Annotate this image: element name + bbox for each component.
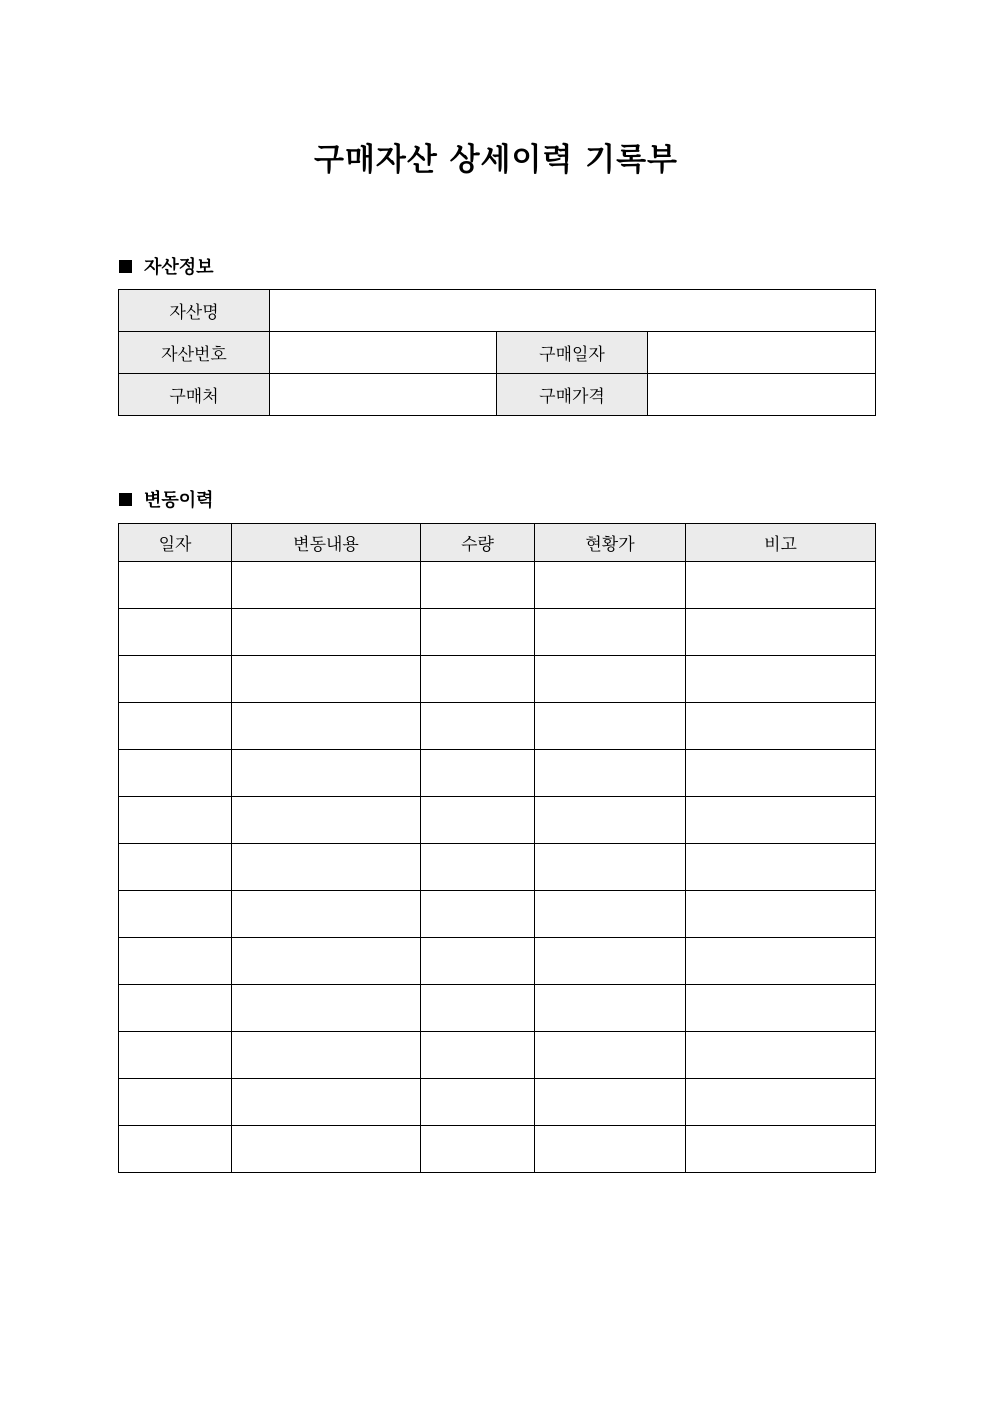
column-header-date: 일자: [119, 524, 232, 562]
date-cell[interactable]: [119, 1079, 232, 1126]
current-value-cell[interactable]: [535, 797, 686, 844]
current-value-cell[interactable]: [535, 1079, 686, 1126]
change-details-cell[interactable]: [232, 656, 421, 703]
date-cell[interactable]: [119, 750, 232, 797]
table-row: [119, 1079, 876, 1126]
column-header-remarks: 비고: [686, 524, 876, 562]
table-row: [119, 609, 876, 656]
date-cell[interactable]: [119, 609, 232, 656]
change-details-cell[interactable]: [232, 1079, 421, 1126]
change-details-cell[interactable]: [232, 562, 421, 609]
quantity-cell[interactable]: [421, 1126, 535, 1173]
change-details-cell[interactable]: [232, 703, 421, 750]
table-row: [119, 290, 876, 332]
remarks-cell[interactable]: [686, 1079, 876, 1126]
remarks-cell[interactable]: [686, 1126, 876, 1173]
remarks-cell[interactable]: [686, 656, 876, 703]
date-cell[interactable]: [119, 985, 232, 1032]
table-row: [119, 374, 876, 416]
remarks-cell[interactable]: [686, 844, 876, 891]
quantity-cell[interactable]: [421, 844, 535, 891]
remarks-cell[interactable]: [686, 938, 876, 985]
quantity-cell[interactable]: [421, 938, 535, 985]
table-row: [119, 562, 876, 609]
current-value-cell[interactable]: [535, 750, 686, 797]
table-row: [119, 332, 876, 374]
current-value-cell[interactable]: [535, 938, 686, 985]
date-cell[interactable]: [119, 562, 232, 609]
quantity-cell[interactable]: [421, 1032, 535, 1079]
change-history-heading-label: 변동이력: [144, 490, 214, 511]
current-value-cell[interactable]: [535, 985, 686, 1032]
remarks-cell[interactable]: [686, 797, 876, 844]
current-value-cell[interactable]: [535, 703, 686, 750]
table-row: [119, 938, 876, 985]
date-cell[interactable]: [119, 1032, 232, 1079]
date-cell[interactable]: [119, 844, 232, 891]
change-history-heading: [119, 486, 214, 512]
purchase-price-field[interactable]: [648, 374, 876, 416]
vendor-field[interactable]: [270, 374, 497, 416]
table-header-row: [119, 524, 876, 562]
quantity-cell[interactable]: [421, 562, 535, 609]
purchase-price-label: 구매가격: [497, 374, 648, 416]
table-row: [119, 985, 876, 1032]
vendor-label: 구매처: [119, 374, 270, 416]
change-details-cell[interactable]: [232, 938, 421, 985]
current-value-cell[interactable]: [535, 656, 686, 703]
table-row: [119, 797, 876, 844]
table-row: [119, 656, 876, 703]
change-details-cell[interactable]: [232, 609, 421, 656]
table-row: [119, 844, 876, 891]
date-cell[interactable]: [119, 703, 232, 750]
asset-info-heading-label: 자산정보: [144, 257, 214, 278]
table-row: [119, 703, 876, 750]
table-row: [119, 1126, 876, 1173]
current-value-cell[interactable]: [535, 1032, 686, 1079]
asset-name-label: 자산명: [119, 290, 270, 332]
asset-name-field[interactable]: [270, 290, 876, 332]
column-header-quantity: 수량: [421, 524, 535, 562]
date-cell[interactable]: [119, 797, 232, 844]
asset-number-label: 자산번호: [119, 332, 270, 374]
date-cell[interactable]: [119, 656, 232, 703]
page-title: 구매자산 상세이력 기록부: [314, 142, 678, 178]
column-header-change-details: 변동내용: [232, 524, 421, 562]
remarks-cell[interactable]: [686, 1032, 876, 1079]
current-value-cell[interactable]: [535, 609, 686, 656]
quantity-cell[interactable]: [421, 1079, 535, 1126]
quantity-cell[interactable]: [421, 797, 535, 844]
change-details-cell[interactable]: [232, 891, 421, 938]
current-value-cell[interactable]: [535, 562, 686, 609]
date-cell[interactable]: [119, 1126, 232, 1173]
remarks-cell[interactable]: [686, 703, 876, 750]
change-details-cell[interactable]: [232, 1126, 421, 1173]
quantity-cell[interactable]: [421, 891, 535, 938]
remarks-cell[interactable]: [686, 985, 876, 1032]
change-details-cell[interactable]: [232, 797, 421, 844]
quantity-cell[interactable]: [421, 609, 535, 656]
purchase-date-field[interactable]: [648, 332, 876, 374]
change-details-cell[interactable]: [232, 844, 421, 891]
change-details-cell[interactable]: [232, 750, 421, 797]
current-value-cell[interactable]: [535, 1126, 686, 1173]
current-value-cell[interactable]: [535, 891, 686, 938]
change-history-table: [118, 523, 876, 1173]
table-row: [119, 1032, 876, 1079]
quantity-cell[interactable]: [421, 985, 535, 1032]
asset-number-field[interactable]: [270, 332, 497, 374]
table-row: [119, 750, 876, 797]
date-cell[interactable]: [119, 938, 232, 985]
asset-info-heading: [119, 253, 214, 279]
asset-info-table: [118, 289, 876, 416]
quantity-cell[interactable]: [421, 750, 535, 797]
remarks-cell[interactable]: [686, 562, 876, 609]
remarks-cell[interactable]: [686, 609, 876, 656]
table-row: [119, 891, 876, 938]
purchase-date-label: 구매일자: [497, 332, 648, 374]
square-bullet-icon: [119, 493, 132, 506]
quantity-cell[interactable]: [421, 656, 535, 703]
date-cell[interactable]: [119, 891, 232, 938]
quantity-cell[interactable]: [421, 703, 535, 750]
square-bullet-icon: [119, 260, 132, 273]
current-value-cell[interactable]: [535, 844, 686, 891]
remarks-cell[interactable]: [686, 891, 876, 938]
column-header-current-value: 현황가: [535, 524, 686, 562]
change-details-cell[interactable]: [232, 1032, 421, 1079]
change-details-cell[interactable]: [232, 985, 421, 1032]
remarks-cell[interactable]: [686, 750, 876, 797]
